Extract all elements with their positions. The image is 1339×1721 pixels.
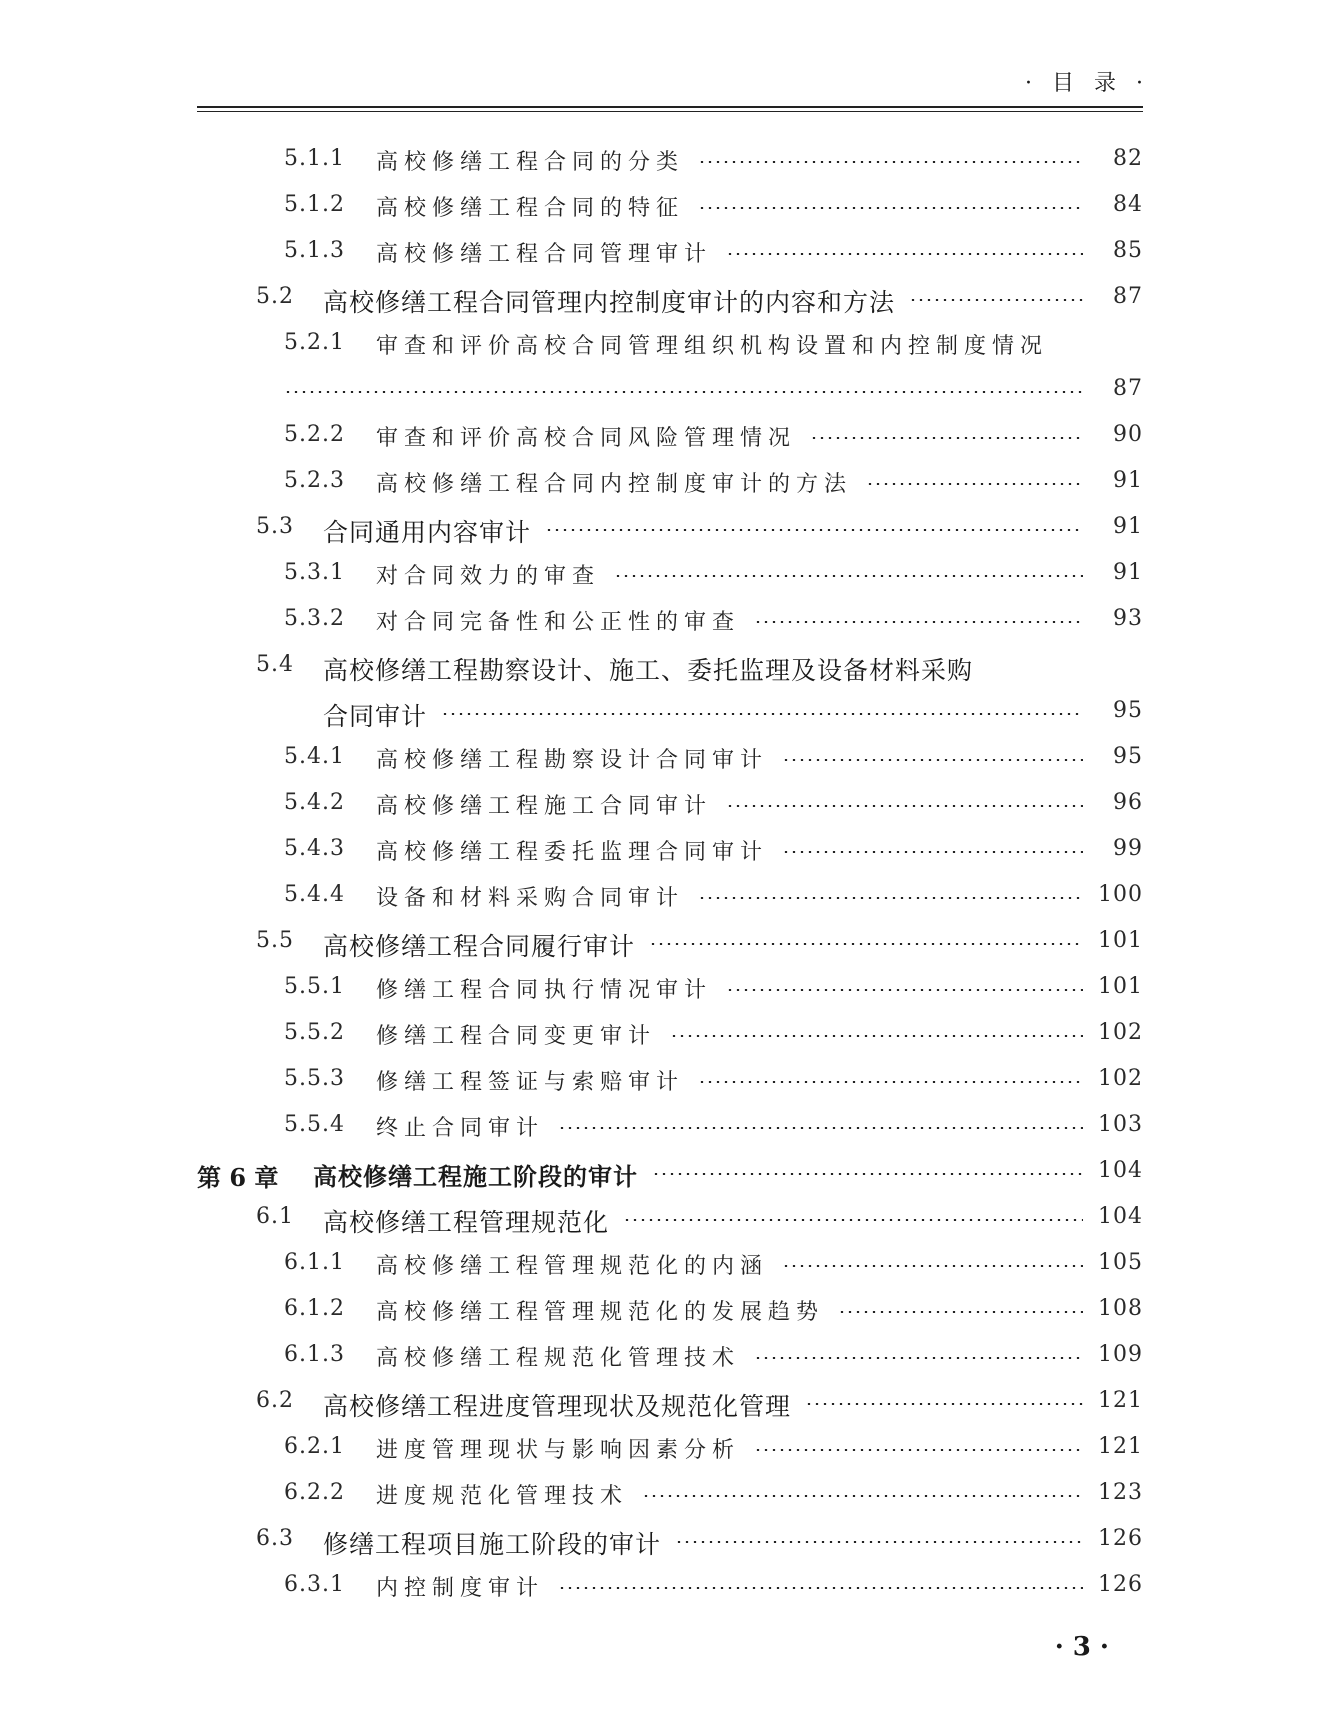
toc-leader-dots: [545, 529, 1083, 531]
toc-leader-dots: [754, 1357, 1083, 1359]
toc-entry[interactable]: [0, 784, 1339, 824]
toc-entry-number: 6.3: [256, 1526, 294, 1551]
toc-leader-dots: [670, 1035, 1083, 1037]
toc-leader-dots: [754, 621, 1083, 623]
toc-entry[interactable]: [0, 1428, 1339, 1468]
toc-entry-title: 高校修缮工程施工合同审计: [376, 794, 713, 819]
toc-entry-page: 101: [1098, 974, 1143, 999]
toc-entry[interactable]: [0, 646, 1339, 686]
toc-entry-title: 审查和评价高校合同管理组织机构设置和内控制度情况: [376, 334, 1049, 359]
toc-entry-page: 104: [1098, 1204, 1143, 1229]
toc-leader-dots: [782, 851, 1083, 853]
toc-entry-number: 5.2.3: [284, 468, 345, 493]
toc-entry-page: 85: [1113, 238, 1143, 263]
toc-entry-page: 91: [1113, 560, 1143, 585]
toc-leader-dots: [698, 207, 1083, 209]
toc-entry-page: 82: [1113, 146, 1143, 171]
toc-entry-number: 6.1.1: [284, 1250, 345, 1275]
toc-entry-number: 5.2: [256, 284, 294, 309]
toc-leader-dots: [838, 1311, 1083, 1313]
toc-entry-number: 5.4: [256, 652, 294, 677]
toc-leader-dots: [726, 253, 1083, 255]
toc-entry-number: 6.3.1: [284, 1572, 345, 1597]
toc-leader-dots: [558, 1587, 1083, 1589]
toc-entry[interactable]: [0, 1382, 1339, 1422]
toc-entry-page: 93: [1113, 606, 1143, 631]
toc-leader-dots: [726, 989, 1083, 991]
toc-entry-number: 6.2.2: [284, 1480, 345, 1505]
toc-entry-title-cont: 合同审计: [323, 702, 428, 731]
toc-leader-dots: [614, 575, 1083, 577]
toc-entry[interactable]: [0, 186, 1339, 226]
toc-entry-page: 84: [1113, 192, 1143, 217]
toc-entry[interactable]: [0, 1290, 1339, 1330]
toc-entry[interactable]: [0, 1244, 1339, 1284]
toc-entry-title: 高校修缮工程进度管理现状及规范化管理: [323, 1392, 792, 1421]
toc-entry-title: 修缮工程合同变更审计: [376, 1024, 657, 1049]
toc-entry[interactable]: [0, 738, 1339, 778]
toc-entry[interactable]: [0, 1566, 1339, 1606]
toc-entry-page: 103: [1098, 1112, 1143, 1137]
toc-entry-page: 101: [1098, 928, 1143, 953]
header-dot-right: ·: [1136, 71, 1143, 96]
toc-entry-number: 5.5: [256, 928, 294, 953]
toc-entry-page: 104: [1098, 1158, 1143, 1183]
toc-entry-title: 合同通用内容审计: [323, 518, 532, 547]
toc-entry-title: 修缮工程签证与索赔审计: [376, 1070, 685, 1095]
toc-leader-dots: [726, 805, 1083, 807]
toc-entry-number: 5.5.3: [284, 1066, 345, 1091]
header-char-1: 目: [1051, 71, 1074, 96]
toc-entry-title: 修缮工程项目施工阶段的审计: [323, 1530, 662, 1559]
toc-leader-dots: [754, 1449, 1083, 1451]
toc-entry-title: 高校修缮工程合同履行审计: [323, 932, 636, 961]
toc-entry-number: 6.1: [256, 1204, 294, 1229]
toc-entry[interactable]: [0, 922, 1339, 962]
toc-entry[interactable]: [0, 1474, 1339, 1514]
toc-entry-page: 108: [1098, 1296, 1143, 1321]
toc-entry-number: 5.1.2: [284, 192, 345, 217]
toc-entry-page: 100: [1098, 882, 1143, 907]
toc-entry-number: 5.4.4: [284, 882, 345, 907]
toc-entry-title: 进度规范化管理技术: [376, 1484, 629, 1509]
toc-leader-dots: [698, 897, 1083, 899]
toc-entry-number: 第 6 章: [197, 1163, 279, 1192]
toc-entry-title: 高校修缮工程委托监理合同审计: [376, 840, 769, 865]
toc-entry-page: 123: [1098, 1480, 1143, 1505]
toc-entry-number: 5.2.2: [284, 422, 345, 447]
toc-entry[interactable]: [0, 1014, 1339, 1054]
toc-entry[interactable]: [0, 830, 1339, 870]
toc-leader-dots: [805, 1403, 1083, 1405]
toc-entry-title: 高校修缮工程管理规范化: [323, 1208, 610, 1237]
toc-leader-dots: [698, 161, 1083, 163]
toc-entry-page: 121: [1098, 1434, 1143, 1459]
toc-leader-dots: [698, 1081, 1083, 1083]
toc-entry-page: 90: [1113, 422, 1143, 447]
toc-leader-dots: [782, 1265, 1083, 1267]
toc-entry-title: 终止合同审计: [376, 1116, 545, 1141]
toc-entry[interactable]: [0, 462, 1339, 502]
toc-entry-page: 102: [1098, 1066, 1143, 1091]
toc-leader-dots: [558, 1127, 1083, 1129]
toc-entry-title: 对合同完备性和公正性的审查: [376, 610, 741, 635]
toc-entry[interactable]: [0, 1106, 1339, 1146]
toc-entry-number: 5.2.1: [284, 330, 345, 355]
toc-entry-number: 5.4.2: [284, 790, 345, 815]
toc-leader-dots: [675, 1541, 1083, 1543]
toc-entry-title: 高校修缮工程合同管理内控制度审计的内容和方法: [323, 288, 896, 317]
toc-entry-number: 5.1.1: [284, 146, 345, 171]
toc-entry-number: 6.1.2: [284, 1296, 345, 1321]
toc-entry-page: 87: [1113, 376, 1143, 401]
toc-entry[interactable]: [0, 1520, 1339, 1560]
toc-entry-page: 91: [1113, 468, 1143, 493]
toc-entry-title: 高校修缮工程管理规范化的发展趋势: [376, 1300, 825, 1325]
toc-leader-dots: [649, 943, 1083, 945]
toc-entry[interactable]: [0, 1198, 1339, 1238]
toc-leader-dots: [866, 483, 1083, 485]
toc-entry-page: 96: [1113, 790, 1143, 815]
toc-entry-page: 95: [1113, 744, 1143, 769]
toc-entry-title: 高校修缮工程施工阶段的审计: [313, 1162, 638, 1191]
toc-entry-title: 高校修缮工程合同内控制度审计的方法: [376, 472, 853, 497]
header-dot-left: ·: [1024, 71, 1032, 96]
toc-entry-number: 5.5.4: [284, 1112, 345, 1137]
toc-entry-number: 6.2: [256, 1388, 294, 1413]
toc-entry-page: 126: [1098, 1526, 1143, 1551]
toc-entry-number: 5.5.1: [284, 974, 345, 999]
toc-leader-dots: [642, 1495, 1083, 1497]
toc-entry-title: 修缮工程合同执行情况审计: [376, 978, 713, 1003]
toc-entry[interactable]: [0, 508, 1339, 548]
toc-entry-title: 高校修缮工程合同管理审计: [376, 242, 713, 267]
toc-entry-number: 5.5.2: [284, 1020, 345, 1045]
toc-entry[interactable]: [0, 554, 1339, 594]
toc-entry[interactable]: [0, 968, 1339, 1008]
toc-entry-number: 6.2.1: [284, 1434, 345, 1459]
toc-entry-page: 95: [1113, 698, 1143, 723]
toc-entry[interactable]: [0, 1336, 1339, 1376]
toc-entry-page: 109: [1098, 1342, 1143, 1367]
toc-entry-number: 5.3: [256, 514, 294, 539]
toc-entry-number: 5.4.1: [284, 744, 345, 769]
toc-entry[interactable]: [0, 1060, 1339, 1100]
toc-entry[interactable]: [0, 1152, 1339, 1192]
toc-entry[interactable]: [0, 140, 1339, 180]
toc-entry-page: 126: [1098, 1572, 1143, 1597]
toc-entry[interactable]: [0, 692, 1339, 732]
toc-leader-dots: [441, 713, 1083, 715]
toc-entry-number: 5.3.2: [284, 606, 345, 631]
toc-entry-title: 高校修缮工程合同的分类: [376, 150, 685, 175]
toc-entry-number: 6.1.3: [284, 1342, 345, 1367]
toc-entry-title: 审查和评价高校合同风险管理情况: [376, 426, 797, 451]
toc-entry-number: 5.4.3: [284, 836, 345, 861]
toc-entry-title: 高校修缮工程勘察设计、施工、委托监理及设备材料采购: [323, 656, 974, 685]
toc-entry[interactable]: [0, 324, 1339, 364]
toc-entry-number: 5.3.1: [284, 560, 345, 585]
header-char-2: 录: [1093, 71, 1116, 96]
toc-entry-title: 设备和材料采购合同审计: [376, 886, 685, 911]
toc-leader-dots: [810, 437, 1083, 439]
toc-entry[interactable]: [0, 370, 1339, 410]
toc-entry-title: 高校修缮工程勘察设计合同审计: [376, 748, 769, 773]
toc-entry-title: 高校修缮工程合同的特征: [376, 196, 685, 221]
toc-entry[interactable]: [0, 232, 1339, 272]
toc-entry-page: 91: [1113, 514, 1143, 539]
toc-leader-dots: [652, 1173, 1083, 1175]
toc-leader-dots: [623, 1219, 1083, 1221]
toc-entry-page: 102: [1098, 1020, 1143, 1045]
toc-entry[interactable]: [0, 416, 1339, 456]
toc-entry-title: 高校修缮工程管理规范化的内涵: [376, 1254, 769, 1279]
toc-leader-dots: [284, 391, 1083, 393]
toc-entry[interactable]: [0, 278, 1339, 318]
toc-entry-page: 87: [1113, 284, 1143, 309]
toc-entry-page: 105: [1098, 1250, 1143, 1275]
page-number: · 3 ·: [1054, 1632, 1109, 1662]
toc-entry-page: 121: [1098, 1388, 1143, 1413]
toc-entry-number: 5.1.3: [284, 238, 345, 263]
toc-entry-title: 高校修缮工程规范化管理技术: [376, 1346, 741, 1371]
toc-leader-dots: [782, 759, 1083, 761]
toc-entry-title: 进度管理现状与影响因素分析: [376, 1438, 741, 1463]
toc-entry-title: 内控制度审计: [376, 1576, 545, 1601]
toc-leader-dots: [909, 299, 1083, 301]
toc-entry[interactable]: [0, 876, 1339, 916]
toc-entry-page: 99: [1113, 836, 1143, 861]
toc-entry-title: 对合同效力的审查: [376, 564, 601, 589]
toc-entry[interactable]: [0, 600, 1339, 640]
